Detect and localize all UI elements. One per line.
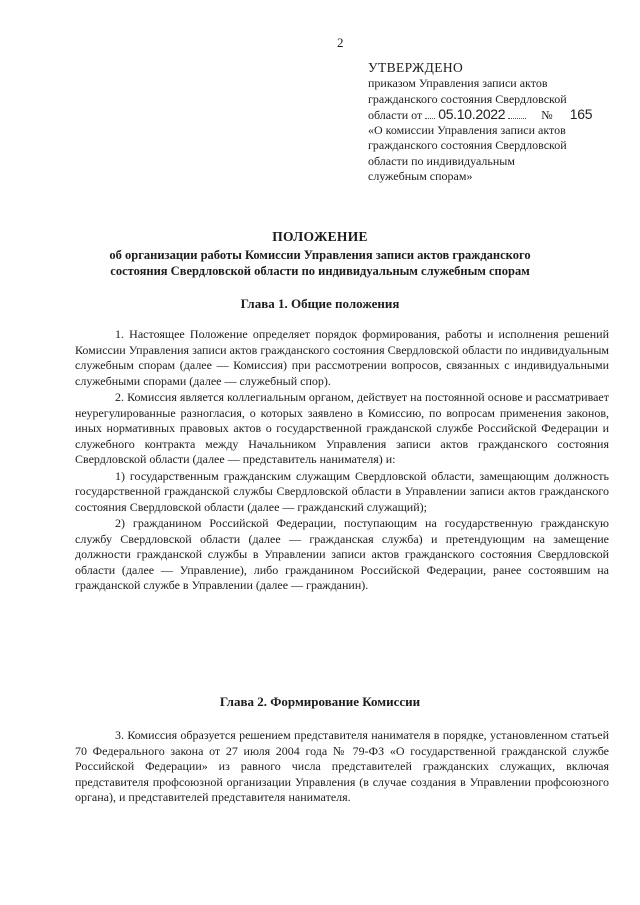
chapter-2-heading: Глава 2. Формирование Комиссии bbox=[219, 694, 421, 709]
approval-heading: УТВЕРЖДЕНО bbox=[368, 60, 464, 75]
approval-date-line bbox=[368, 107, 630, 123]
document-title: ПОЛОЖЕНИЕ bbox=[272, 229, 368, 244]
approval-subject-line: служебным спорам» bbox=[368, 169, 473, 184]
number-prefix: № bbox=[541, 107, 553, 122]
chapter-1-heading: Глава 1. Общие положения bbox=[240, 296, 400, 311]
paragraph: 1. Настоящее Положение определяет порядок формирования, работы и исполнения решений Комиссии Управления записи актов гражданского состояния Свердловской области по индивидуальным служебным спорам (далее — Комиссия) при рассмотрении вопросов, связанных с индивидуальными служебными спорами (далее — служебный спор). bbox=[75, 327, 609, 388]
handwritten-number: 165 bbox=[569, 105, 593, 122]
approval-line: приказом Управления записи актов bbox=[368, 76, 548, 91]
approval-subject-line: области по индивидуальным bbox=[368, 153, 515, 168]
handwritten-date: 05.10.2022 bbox=[438, 105, 506, 122]
paragraph: 2) гражданином Российской Федерации, поступающим на государственную гражданскую службу Свердловской области (далее — гражданская служба) и претендующим на замещение должности гражданской службы в Управлении записи актов гражданского состояния Свердловской области (далее — Управление), либо гражданином Российской Федерации, ранее состоявшим на гражданской службе в Управлении (далее — гражданин). bbox=[75, 516, 609, 592]
approval-subject-line: «О комиссии Управления записи актов bbox=[368, 123, 566, 138]
date-blank bbox=[508, 118, 526, 119]
chapter-1-body bbox=[75, 327, 609, 594]
chapter-2-body bbox=[75, 728, 609, 806]
subtitle-line: состояния Свердловской области по индивидуальным служебным спорам bbox=[110, 264, 530, 278]
paragraph: 2. Комиссия является коллегиальным органом, действует на постоянной основе и рассматривает неурегулированные разногласия, о которых заявлено в Комиссию, по вопросам применения законов, иных нормативных правовых актов о государственной гражданской службе Российской Федерации и служебного контракта между Начальником Управления записи актов гражданского состояния Свердловской области (далее — представитель нанимателя) и: bbox=[75, 390, 609, 466]
approval-line: гражданского состояния Свердловской bbox=[368, 91, 567, 106]
approval-stamp bbox=[368, 60, 630, 184]
paragraph: 1) государственным гражданским служащим Свердловской области, замещающим должность государственной гражданской службы Свердловской области в Управлении записи актов гражданского состояния Свердловской области (далее — гражданский служащий); bbox=[75, 468, 609, 514]
date-prefix: области от bbox=[368, 107, 423, 122]
subtitle-line: об организации работы Комиссии Управления записи актов гражданского bbox=[109, 248, 531, 262]
document-subtitle bbox=[0, 247, 640, 279]
approval-subject-line: гражданского состояния Свердловской bbox=[368, 138, 567, 153]
date-blank bbox=[425, 118, 435, 119]
paragraph: 3. Комиссия образуется решением представителя нанимателя в порядке, установленном статьей 70 Федерального закона от 27 июля 2004 года № 79-ФЗ «О государственной гражданской службе Российской Федерации» из равного числа представителей гражданских служащих, включая представителя профсоюзной организации Управления (в случае создания в Управлении профсоюзного органа), и представителей представителя нанимателя. bbox=[75, 728, 609, 804]
page-number: 2 bbox=[337, 35, 344, 50]
